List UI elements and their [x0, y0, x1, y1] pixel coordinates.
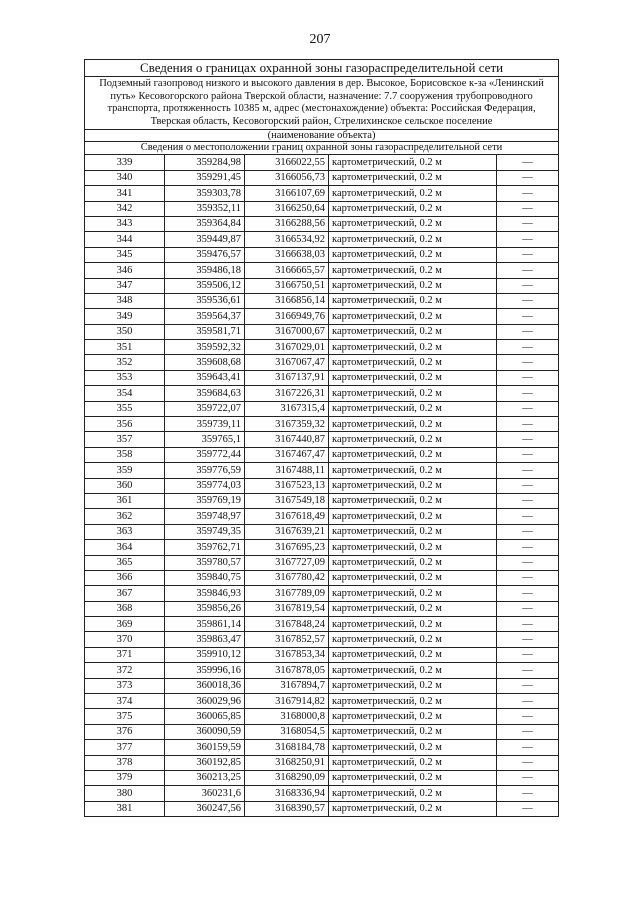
method-cell: картометрический, 0.2 м	[329, 663, 497, 678]
y-coordinate-cell: 3168000,8	[245, 709, 329, 724]
dash-cell: —	[497, 232, 559, 247]
x-coordinate-cell: 359776,59	[165, 463, 245, 478]
method-cell: картометрический, 0.2 м	[329, 617, 497, 632]
y-coordinate-cell: 3166665,57	[245, 263, 329, 278]
method-cell: картометрический, 0.2 м	[329, 678, 497, 693]
point-number-cell: 366	[85, 570, 165, 585]
y-coordinate-cell: 3167894,7	[245, 678, 329, 693]
point-number-cell: 373	[85, 678, 165, 693]
point-number-cell: 351	[85, 340, 165, 355]
dash-cell: —	[497, 663, 559, 678]
method-cell: картометрический, 0.2 м	[329, 509, 497, 524]
dash-cell: —	[497, 555, 559, 570]
point-number-cell: 340	[85, 170, 165, 185]
table-row	[85, 447, 559, 462]
point-number-cell: 360	[85, 478, 165, 493]
table-row	[85, 540, 559, 555]
y-coordinate-cell: 3166638,03	[245, 247, 329, 262]
table-row	[85, 263, 559, 278]
x-coordinate-cell: 359303,78	[165, 186, 245, 201]
point-number-cell: 344	[85, 232, 165, 247]
method-cell: картометрический, 0.2 м	[329, 540, 497, 555]
x-coordinate-cell: 359762,71	[165, 540, 245, 555]
point-number-cell: 380	[85, 786, 165, 801]
method-cell: картометрический, 0.2 м	[329, 755, 497, 770]
x-coordinate-cell: 359486,18	[165, 263, 245, 278]
method-cell: картометрический, 0.2 м	[329, 801, 497, 816]
dash-cell: —	[497, 632, 559, 647]
method-cell: картометрический, 0.2 м	[329, 370, 497, 385]
dash-cell: —	[497, 186, 559, 201]
x-coordinate-cell: 359564,37	[165, 309, 245, 324]
point-number-cell: 354	[85, 386, 165, 401]
y-coordinate-cell: 3166534,92	[245, 232, 329, 247]
method-cell: картометрический, 0.2 м	[329, 586, 497, 601]
header-location-row	[85, 142, 559, 155]
y-coordinate-cell: 3167488,11	[245, 463, 329, 478]
dash-cell: —	[497, 278, 559, 293]
method-cell: картометрический, 0.2 м	[329, 632, 497, 647]
x-coordinate-cell: 359449,87	[165, 232, 245, 247]
table-row	[85, 478, 559, 493]
dash-cell: —	[497, 586, 559, 601]
point-number-cell: 357	[85, 432, 165, 447]
point-number-cell: 374	[85, 694, 165, 709]
dash-cell: —	[497, 417, 559, 432]
point-number-cell: 377	[85, 740, 165, 755]
point-number-cell: 370	[85, 632, 165, 647]
dash-cell: —	[497, 386, 559, 401]
y-coordinate-cell: 3166056,73	[245, 170, 329, 185]
method-cell: картометрический, 0.2 м	[329, 401, 497, 416]
point-number-cell: 346	[85, 263, 165, 278]
table-row	[85, 617, 559, 632]
dash-cell: —	[497, 709, 559, 724]
point-number-cell: 381	[85, 801, 165, 816]
table-row	[85, 601, 559, 616]
x-coordinate-cell: 359608,68	[165, 355, 245, 370]
y-coordinate-cell: 3167226,31	[245, 386, 329, 401]
x-coordinate-cell: 359861,14	[165, 617, 245, 632]
y-coordinate-cell: 3166022,55	[245, 155, 329, 170]
point-number-cell: 352	[85, 355, 165, 370]
point-number-cell: 369	[85, 617, 165, 632]
x-coordinate-cell: 360159,59	[165, 740, 245, 755]
dash-cell: —	[497, 370, 559, 385]
point-number-cell: 350	[85, 324, 165, 339]
point-number-cell: 342	[85, 201, 165, 216]
table-row	[85, 524, 559, 539]
point-number-cell: 367	[85, 586, 165, 601]
x-coordinate-cell: 359284,98	[165, 155, 245, 170]
boundary-document	[84, 59, 558, 817]
x-coordinate-cell: 359352,11	[165, 201, 245, 216]
table-row	[85, 632, 559, 647]
dash-cell: —	[497, 694, 559, 709]
point-number-cell: 359	[85, 463, 165, 478]
y-coordinate-cell: 3167067,47	[245, 355, 329, 370]
x-coordinate-cell: 359581,71	[165, 324, 245, 339]
y-coordinate-cell: 3166750,51	[245, 278, 329, 293]
table-row	[85, 463, 559, 478]
table-row	[85, 309, 559, 324]
method-cell: картометрический, 0.2 м	[329, 263, 497, 278]
dash-cell: —	[497, 540, 559, 555]
dash-cell: —	[497, 247, 559, 262]
dash-cell: —	[497, 524, 559, 539]
table-title: Сведения о границах охранной зоны газораспределительной сети	[85, 60, 559, 77]
y-coordinate-cell: 3168184,78	[245, 740, 329, 755]
method-cell: картометрический, 0.2 м	[329, 155, 497, 170]
method-cell: картометрический, 0.2 м	[329, 432, 497, 447]
y-coordinate-cell: 3167137,91	[245, 370, 329, 385]
point-number-cell: 356	[85, 417, 165, 432]
table-row	[85, 432, 559, 447]
point-number-cell: 349	[85, 309, 165, 324]
y-coordinate-cell: 3167853,34	[245, 647, 329, 662]
table-row	[85, 417, 559, 432]
y-coordinate-cell: 3167440,87	[245, 432, 329, 447]
dash-cell: —	[497, 786, 559, 801]
table-row	[85, 740, 559, 755]
x-coordinate-cell: 359780,57	[165, 555, 245, 570]
object-name-caption: (наименование объекта)	[85, 130, 559, 142]
y-coordinate-cell: 3167695,23	[245, 540, 329, 555]
point-number-cell: 375	[85, 709, 165, 724]
table-row	[85, 724, 559, 739]
method-cell: картометрический, 0.2 м	[329, 724, 497, 739]
point-number-cell: 379	[85, 771, 165, 786]
method-cell: картометрический, 0.2 м	[329, 601, 497, 616]
x-coordinate-cell: 359774,03	[165, 478, 245, 493]
x-coordinate-cell: 359769,19	[165, 493, 245, 508]
dash-cell: —	[497, 201, 559, 216]
x-coordinate-cell: 359863,47	[165, 632, 245, 647]
dash-cell: —	[497, 509, 559, 524]
point-number-cell: 364	[85, 540, 165, 555]
method-cell: картометрический, 0.2 м	[329, 324, 497, 339]
table-row	[85, 186, 559, 201]
y-coordinate-cell: 3168250,91	[245, 755, 329, 770]
dash-cell: —	[497, 263, 559, 278]
x-coordinate-cell: 359846,93	[165, 586, 245, 601]
method-cell: картометрический, 0.2 м	[329, 293, 497, 308]
y-coordinate-cell: 3167789,09	[245, 586, 329, 601]
y-coordinate-cell: 3168054,5	[245, 724, 329, 739]
table-row	[85, 509, 559, 524]
method-cell: картометрический, 0.2 м	[329, 493, 497, 508]
y-coordinate-cell: 3167523,13	[245, 478, 329, 493]
y-coordinate-cell: 3168390,57	[245, 801, 329, 816]
dash-cell: —	[497, 801, 559, 816]
table-row	[85, 801, 559, 816]
table-row	[85, 663, 559, 678]
dash-cell: —	[497, 601, 559, 616]
point-number-cell: 345	[85, 247, 165, 262]
x-coordinate-cell: 360018,36	[165, 678, 245, 693]
method-cell: картометрический, 0.2 м	[329, 278, 497, 293]
header-name-caption-row	[85, 130, 559, 142]
x-coordinate-cell: 359722,07	[165, 401, 245, 416]
method-cell: картометрический, 0.2 м	[329, 247, 497, 262]
x-coordinate-cell: 360029,96	[165, 694, 245, 709]
x-coordinate-cell: 359749,35	[165, 524, 245, 539]
x-coordinate-cell: 359291,45	[165, 170, 245, 185]
y-coordinate-cell: 3167639,21	[245, 524, 329, 539]
table-row	[85, 709, 559, 724]
y-coordinate-cell: 3166250,64	[245, 201, 329, 216]
table-row	[85, 232, 559, 247]
point-number-cell: 347	[85, 278, 165, 293]
y-coordinate-cell: 3167780,42	[245, 570, 329, 585]
x-coordinate-cell: 359592,32	[165, 340, 245, 355]
x-coordinate-cell: 359772,44	[165, 447, 245, 462]
point-number-cell: 355	[85, 401, 165, 416]
dash-cell: —	[497, 647, 559, 662]
point-number-cell: 348	[85, 293, 165, 308]
method-cell: картометрический, 0.2 м	[329, 186, 497, 201]
method-cell: картометрический, 0.2 м	[329, 417, 497, 432]
x-coordinate-cell: 359536,61	[165, 293, 245, 308]
method-cell: картометрический, 0.2 м	[329, 309, 497, 324]
dash-cell: —	[497, 293, 559, 308]
point-number-cell: 339	[85, 155, 165, 170]
x-coordinate-cell: 360247,56	[165, 801, 245, 816]
y-coordinate-cell: 3166107,69	[245, 186, 329, 201]
method-cell: картометрический, 0.2 м	[329, 232, 497, 247]
dash-cell: —	[497, 771, 559, 786]
table-row	[85, 570, 559, 585]
point-number-cell: 358	[85, 447, 165, 462]
y-coordinate-cell: 3166288,56	[245, 216, 329, 231]
x-coordinate-cell: 359748,97	[165, 509, 245, 524]
table-row	[85, 324, 559, 339]
table-row	[85, 216, 559, 231]
header-title-row	[85, 60, 559, 77]
dash-cell: —	[497, 755, 559, 770]
dash-cell: —	[497, 309, 559, 324]
method-cell: картометрический, 0.2 м	[329, 570, 497, 585]
x-coordinate-cell: 359840,75	[165, 570, 245, 585]
dash-cell: —	[497, 401, 559, 416]
table-row	[85, 755, 559, 770]
table-row	[85, 247, 559, 262]
x-coordinate-cell: 360090,59	[165, 724, 245, 739]
table-row	[85, 586, 559, 601]
x-coordinate-cell: 359910,12	[165, 647, 245, 662]
y-coordinate-cell: 3167315,4	[245, 401, 329, 416]
method-cell: картометрический, 0.2 м	[329, 463, 497, 478]
y-coordinate-cell: 3167914,82	[245, 694, 329, 709]
point-number-cell: 341	[85, 186, 165, 201]
method-cell: картометрический, 0.2 м	[329, 524, 497, 539]
table-row	[85, 201, 559, 216]
table-row	[85, 278, 559, 293]
point-number-cell: 343	[85, 216, 165, 231]
x-coordinate-cell: 359506,12	[165, 278, 245, 293]
x-coordinate-cell: 359476,57	[165, 247, 245, 262]
dash-cell: —	[497, 740, 559, 755]
method-cell: картометрический, 0.2 м	[329, 170, 497, 185]
y-coordinate-cell: 3167878,05	[245, 663, 329, 678]
table-row	[85, 401, 559, 416]
point-number-cell: 372	[85, 663, 165, 678]
method-cell: картометрический, 0.2 м	[329, 340, 497, 355]
method-cell: картометрический, 0.2 м	[329, 771, 497, 786]
y-coordinate-cell: 3167029,01	[245, 340, 329, 355]
y-coordinate-cell: 3168336,94	[245, 786, 329, 801]
table-row	[85, 555, 559, 570]
y-coordinate-cell: 3167549,18	[245, 493, 329, 508]
table-row	[85, 155, 559, 170]
point-number-cell: 361	[85, 493, 165, 508]
x-coordinate-cell: 360192,85	[165, 755, 245, 770]
point-number-cell: 376	[85, 724, 165, 739]
page-number: 207	[309, 32, 331, 47]
dash-cell: —	[497, 570, 559, 585]
y-coordinate-cell: 3167852,57	[245, 632, 329, 647]
point-number-cell: 362	[85, 509, 165, 524]
table-row	[85, 386, 559, 401]
dash-cell: —	[497, 463, 559, 478]
dash-cell: —	[497, 340, 559, 355]
y-coordinate-cell: 3167618,49	[245, 509, 329, 524]
x-coordinate-cell: 359996,16	[165, 663, 245, 678]
dash-cell: —	[497, 155, 559, 170]
dash-cell: —	[497, 447, 559, 462]
table-row	[85, 370, 559, 385]
x-coordinate-cell: 360065,85	[165, 709, 245, 724]
dash-cell: —	[497, 724, 559, 739]
dash-cell: —	[497, 478, 559, 493]
dash-cell: —	[497, 170, 559, 185]
x-coordinate-cell: 359643,41	[165, 370, 245, 385]
table-row	[85, 694, 559, 709]
header-description-row	[85, 77, 559, 130]
x-coordinate-cell: 360213,25	[165, 771, 245, 786]
dash-cell: —	[497, 493, 559, 508]
x-coordinate-cell: 359856,26	[165, 601, 245, 616]
method-cell: картометрический, 0.2 м	[329, 201, 497, 216]
method-cell: картометрический, 0.2 м	[329, 740, 497, 755]
method-cell: картометрический, 0.2 м	[329, 355, 497, 370]
boundary-table	[84, 59, 559, 817]
dash-cell: —	[497, 678, 559, 693]
y-coordinate-cell: 3167359,32	[245, 417, 329, 432]
y-coordinate-cell: 3167000,67	[245, 324, 329, 339]
table-row	[85, 786, 559, 801]
table-row	[85, 293, 559, 308]
point-number-cell: 368	[85, 601, 165, 616]
method-cell: картометрический, 0.2 м	[329, 216, 497, 231]
y-coordinate-cell: 3167848,24	[245, 617, 329, 632]
x-coordinate-cell: 359765,1	[165, 432, 245, 447]
table-row	[85, 170, 559, 185]
method-cell: картометрический, 0.2 м	[329, 709, 497, 724]
table-row	[85, 493, 559, 508]
point-number-cell: 363	[85, 524, 165, 539]
object-description: Подземный газопровод низкого и высокого давления в дер. Высокое, Борисовское к-за «Ленинский путь» Кесовогорского района Тверской области, назначение: 7.7 сооружения трубопроводного транспорта, протяженность 10385 м, адрес (местонахождение) объекта: Российская Федерация, Тверская область, Кесовогорский район, Стрелихинское сельское поселение	[85, 77, 559, 130]
x-coordinate-cell: 360231,6	[165, 786, 245, 801]
dash-cell: —	[497, 216, 559, 231]
y-coordinate-cell: 3168290,09	[245, 771, 329, 786]
table-row	[85, 355, 559, 370]
location-caption: Сведения о местоположении границ охранной зоны газораспределительной сети	[85, 142, 559, 155]
dash-cell: —	[497, 617, 559, 632]
table-row	[85, 771, 559, 786]
y-coordinate-cell: 3167727,09	[245, 555, 329, 570]
table-row	[85, 678, 559, 693]
method-cell: картометрический, 0.2 м	[329, 786, 497, 801]
x-coordinate-cell: 359364,84	[165, 216, 245, 231]
x-coordinate-cell: 359739,11	[165, 417, 245, 432]
y-coordinate-cell: 3167467,47	[245, 447, 329, 462]
table-row	[85, 647, 559, 662]
method-cell: картометрический, 0.2 м	[329, 647, 497, 662]
y-coordinate-cell: 3166949,76	[245, 309, 329, 324]
point-number-cell: 353	[85, 370, 165, 385]
method-cell: картометрический, 0.2 м	[329, 447, 497, 462]
table-row	[85, 340, 559, 355]
method-cell: картометрический, 0.2 м	[329, 386, 497, 401]
point-number-cell: 378	[85, 755, 165, 770]
method-cell: картометрический, 0.2 м	[329, 478, 497, 493]
y-coordinate-cell: 3166856,14	[245, 293, 329, 308]
dash-cell: —	[497, 432, 559, 447]
point-number-cell: 371	[85, 647, 165, 662]
method-cell: картометрический, 0.2 м	[329, 694, 497, 709]
y-coordinate-cell: 3167819,54	[245, 601, 329, 616]
method-cell: картометрический, 0.2 м	[329, 555, 497, 570]
dash-cell: —	[497, 324, 559, 339]
point-number-cell: 365	[85, 555, 165, 570]
x-coordinate-cell: 359684,63	[165, 386, 245, 401]
dash-cell: —	[497, 355, 559, 370]
